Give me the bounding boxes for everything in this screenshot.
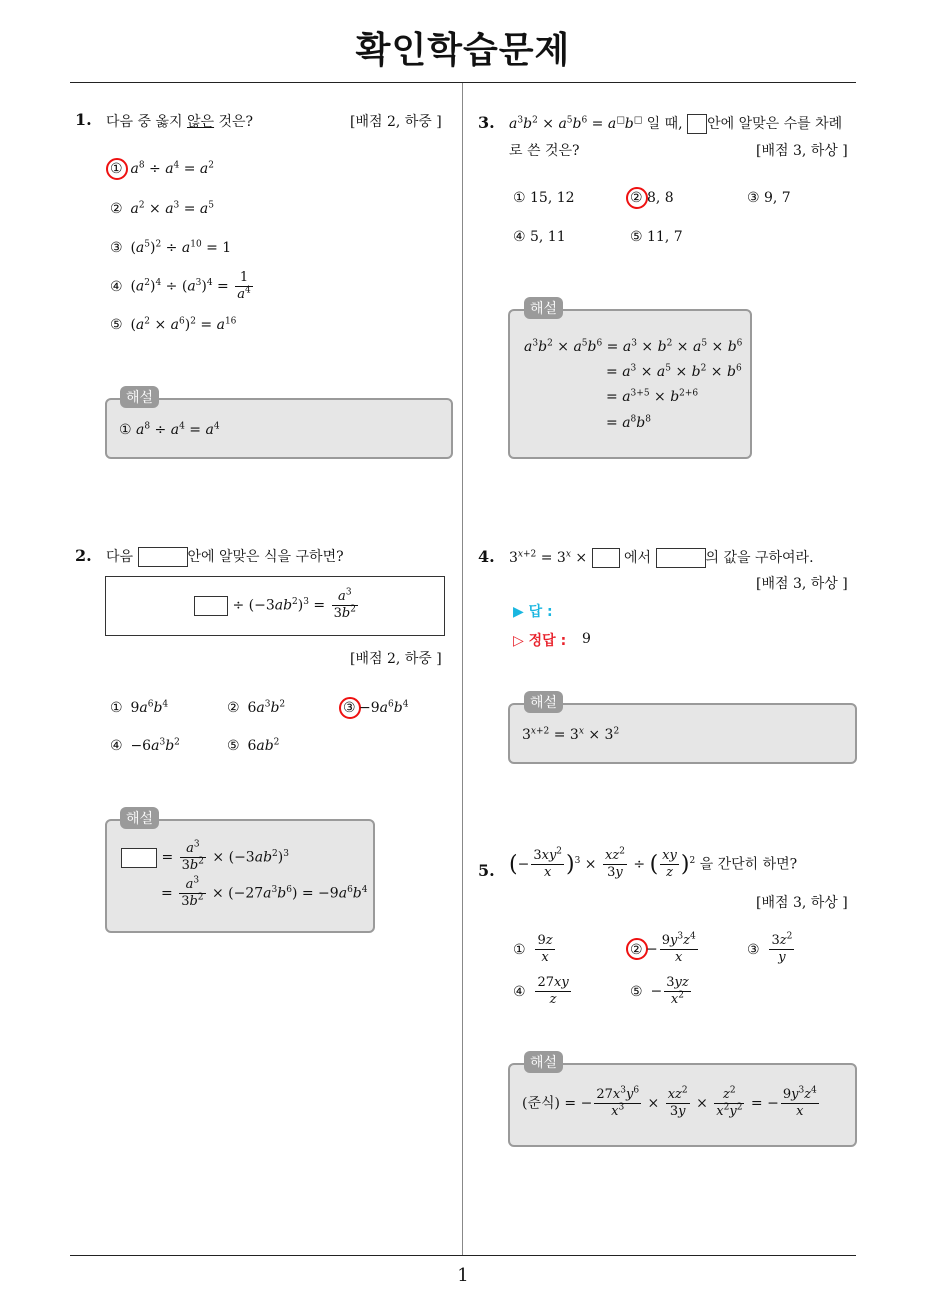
q5-solution-text: (준식) = − $\frac{27x^3y^6}{x^3}$ × $\frac{xz^2}{3y}$ × $\frac{z^2}{x^2y^2}$ = − $\frac{9y^3z^4}{x}$: [522, 1085, 817, 1119]
q3-solution-tag: 해설: [524, 297, 563, 319]
q3-text-line-2: 로 쓴 것은?: [509, 143, 580, 159]
q5-solution-box: [508, 1063, 857, 1147]
q3-solution-line-3: = $a^{3+5} \times b^{2+6}$: [606, 388, 699, 405]
q2-solution-line-2: = $\frac{a^3}{3b^2}$ × $(-27a^3b^6) = -9a^6b^4$: [161, 875, 368, 909]
q4-correct-value: 9: [582, 631, 591, 647]
q3-solution-line-4: = $a^8b^8$: [606, 414, 651, 431]
q2-choice-2[interactable]: ② $6a^3b^2$: [227, 699, 286, 716]
q4-solution-tag: 해설: [524, 691, 563, 713]
q3-score: [배점 3, 하상 ]: [756, 143, 848, 159]
q5-number: 5.: [478, 861, 495, 880]
q3-text: $a^3b^2 \times a^5b^6 = a^□b^□$ 일 때, 안에 알맞은 수를 차례: [509, 115, 843, 132]
q1-score: [배점 2, 하중 ]: [350, 114, 442, 130]
q2-choice-4[interactable]: ④ $-6a^3b^2$: [110, 737, 180, 754]
q3-choice-1[interactable]: ① 15, 12: [513, 190, 575, 206]
q5-solution-tag: 해설: [524, 1051, 563, 1073]
q1-choice-4[interactable]: ④ $(a^2)^4 \div (a^3)^4$ = $\frac{1}{a^4}$: [110, 270, 251, 302]
q3-solution-line-1: $a^3b^2 \times a^5b^6 = a^3 \times b^2 \times a^5 \times b^6$: [524, 338, 743, 355]
q5-choice-5[interactable]: ⑤ − $\frac{3yz}{x^2}$: [630, 975, 689, 1007]
q5-choice-2[interactable]: ② − $\frac{9y^3z^4}{x}$: [630, 931, 696, 965]
q5-score: [배점 3, 하상 ]: [756, 895, 848, 911]
q1-choice-1[interactable]: ① $a^8 \div a^4 = a^2$: [110, 160, 215, 177]
bottom-rule: [70, 1255, 856, 1256]
q4-number: 4.: [478, 547, 495, 566]
q5-text: (− $\frac{3xy^2}{x}$ )$^3$ × $\frac{xz^2}{3y}$ ÷ ( $\frac{xy}{z}$ )$^2$ 을 간단히 하면?: [509, 846, 798, 880]
q4-text: $3^{x+2} = 3^x$ × 에서 의 값을 구하여라.: [509, 549, 814, 566]
q3-choice-2[interactable]: ② 8, 8: [630, 190, 674, 206]
q1-choice-2[interactable]: ② $a^2 \times a^3 = a^5$: [110, 200, 215, 217]
q4-correct-label: ▷ 정답 :: [513, 633, 567, 649]
q2-solution-tag: 해설: [120, 807, 159, 829]
q2-choice-3[interactable]: ③ $-9a^6b^4$: [343, 699, 409, 716]
q5-choice-1[interactable]: ① $\frac{9z}{x}$: [513, 933, 553, 965]
q2-solution-line-1: = $\frac{a^3}{3b^2}$ × $(-3ab^2)^3$: [121, 841, 289, 874]
q3-number: 3.: [478, 113, 495, 132]
top-rule: [70, 82, 856, 83]
q5-choice-3[interactable]: ③ $\frac{3z^2}{y}$: [747, 931, 793, 965]
q2-number: 2.: [75, 546, 92, 565]
q1-number: 1.: [75, 110, 92, 129]
q2-solution-box: [105, 819, 375, 933]
q3-choice-5[interactable]: ⑤ 11, 7: [630, 229, 683, 245]
page-title: 확인학습문제: [355, 30, 571, 71]
q4-solution-box: [508, 703, 857, 764]
q2-choice-5[interactable]: ⑤ $6ab^2$: [227, 737, 280, 754]
q1-choice-5[interactable]: ⑤ $(a^2 \times a^6)^2 = a^{16}$: [110, 316, 237, 333]
q4-score: [배점 3, 하상 ]: [756, 576, 848, 592]
q3-choice-4[interactable]: ④ 5, 11: [513, 229, 566, 245]
q3-choice-3[interactable]: ③ 9, 7: [747, 190, 791, 206]
q4-answer-label: ▶ 답 :: [513, 604, 553, 620]
q1-solution-text: ① $a^8 \div a^4 = a^4$: [119, 421, 220, 438]
q2-equation-box: [105, 576, 445, 636]
q3-solution-line-2: = $a^3 \times a^5 \times b^2 \times b^6$: [606, 363, 742, 380]
q1-text: 다음 중 옳지 않은 것은?: [106, 114, 254, 130]
page-number: 1: [457, 1265, 469, 1286]
q1-solution-box: [105, 398, 453, 459]
q2-score: [배점 2, 하중 ]: [350, 651, 442, 667]
q3-solution-box: [508, 309, 752, 459]
q1-choice-3[interactable]: ③ $(a^5)^2 \div a^{10} = 1$: [110, 239, 232, 256]
column-divider: [462, 83, 463, 1255]
q2-equation: ÷ $(-3ab^2)^3$ = $\frac{a^3}{3b^2}$: [194, 589, 360, 622]
q4-solution-text: $3^{x+2} = 3^x \times 3^2$: [522, 726, 620, 743]
q1-solution-tag: 해설: [120, 386, 159, 408]
q2-choice-1[interactable]: ① $9a^6b^4$: [110, 699, 169, 716]
q5-choice-4[interactable]: ④ $\frac{27xy}{z}$: [513, 975, 569, 1007]
q2-text: 다음 안에 알맞은 식을 구하면?: [106, 549, 344, 565]
